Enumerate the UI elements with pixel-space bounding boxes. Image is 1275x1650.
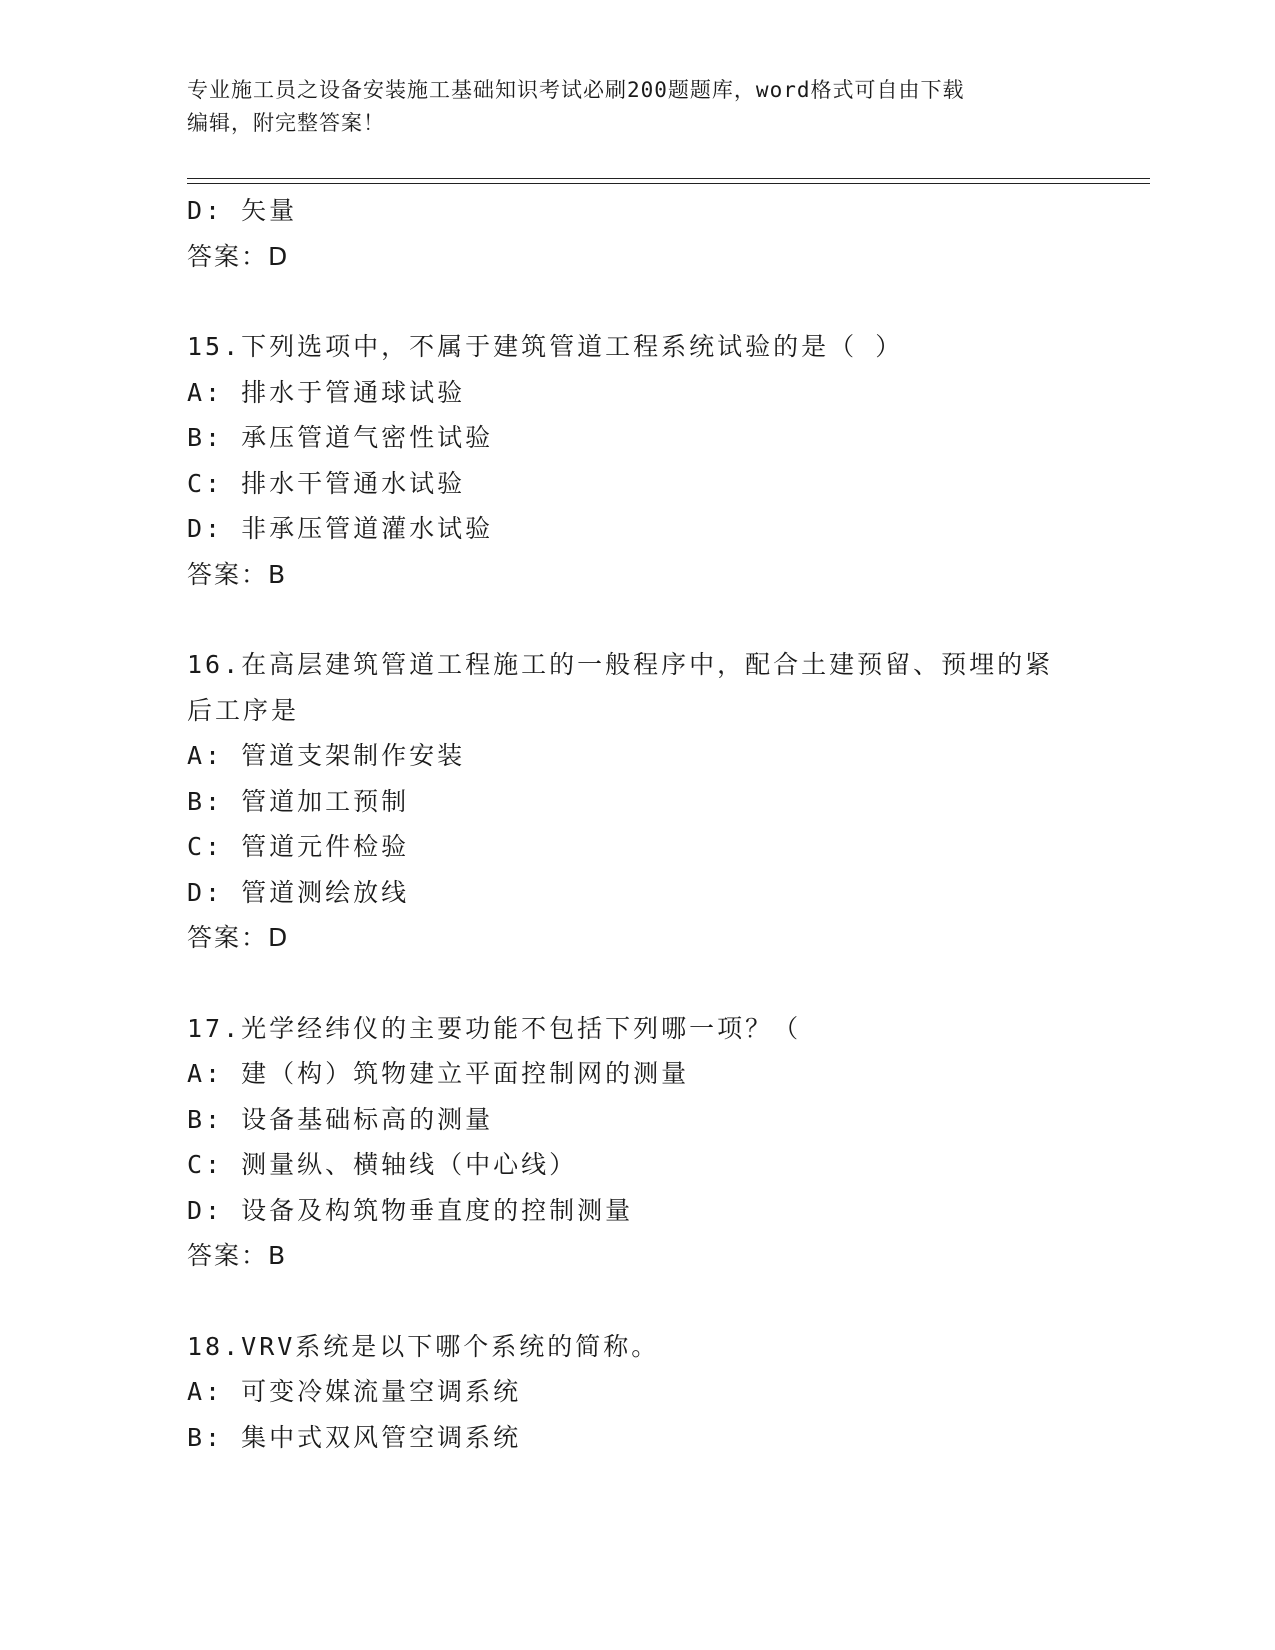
document-body (187, 188, 1087, 1460)
spacer (187, 1279, 1087, 1324)
question-16 (187, 642, 1087, 961)
option-d: D: 设备及构筑物垂直度的控制测量 (187, 1195, 634, 1225)
answer-line: 答案：B (187, 559, 288, 589)
question-stem: 15.下列选项中，不属于建筑管道工程系统试验的是（ ） (187, 332, 904, 361)
question-stem: 17.光学经纬仪的主要功能不包括下列哪一项？（ (187, 1013, 802, 1043)
document-header (187, 74, 1087, 140)
answer-line: 答案：B (187, 1241, 288, 1270)
question-14-tail (187, 188, 1087, 279)
option-a: A: 排水于管通球试验 (187, 377, 466, 407)
option-b: B: 管道加工预制 (187, 786, 410, 816)
option-c: C: 测量纵、横轴线（中心线） (187, 1150, 578, 1179)
option-b: B: 集中式双风管空调系统 (187, 1422, 522, 1452)
answer-line: 答案：D (187, 923, 290, 952)
option-b: B: 承压管道气密性试验 (187, 423, 494, 452)
header-title-line-1: 专业施工员之设备安装施工基础知识考试必刷200题题库，word格式可自由下载 (187, 78, 965, 102)
spacer (187, 961, 1087, 1006)
question-15 (187, 324, 1087, 597)
header-divider-top (187, 178, 1150, 179)
option-a: A: 可变冷媒流量空调系统 (187, 1377, 522, 1406)
spacer (187, 597, 1087, 642)
header-title-line-2: 编辑，附完整答案！ (187, 111, 385, 135)
option-c: C: 管道元件检验 (187, 832, 410, 861)
option-c: C: 排水干管通水试验 (187, 468, 466, 498)
question-17 (187, 1006, 1087, 1279)
option-d: D: 矢量 (187, 196, 298, 225)
option-b: B: 设备基础标高的测量 (187, 1104, 494, 1134)
question-stem: 16.在高层建筑管道工程施工的一般程序中，配合土建预留、预埋的紧 (187, 650, 1054, 679)
header-divider-bottom (187, 183, 1150, 184)
question-18 (187, 1324, 1087, 1461)
option-a: A: 管道支架制作安装 (187, 741, 466, 770)
question-stem-continued: 后工序是 (187, 695, 300, 725)
option-d: D: 管道测绘放线 (187, 877, 410, 907)
answer-line: 答案：D (187, 241, 290, 271)
question-stem: 18.VRV系统是以下哪个系统的简称。 (187, 1331, 660, 1361)
option-a: A: 建（构）筑物建立平面控制网的测量 (187, 1059, 690, 1088)
spacer (187, 279, 1087, 324)
option-d: D: 非承压管道灌水试验 (187, 514, 494, 543)
